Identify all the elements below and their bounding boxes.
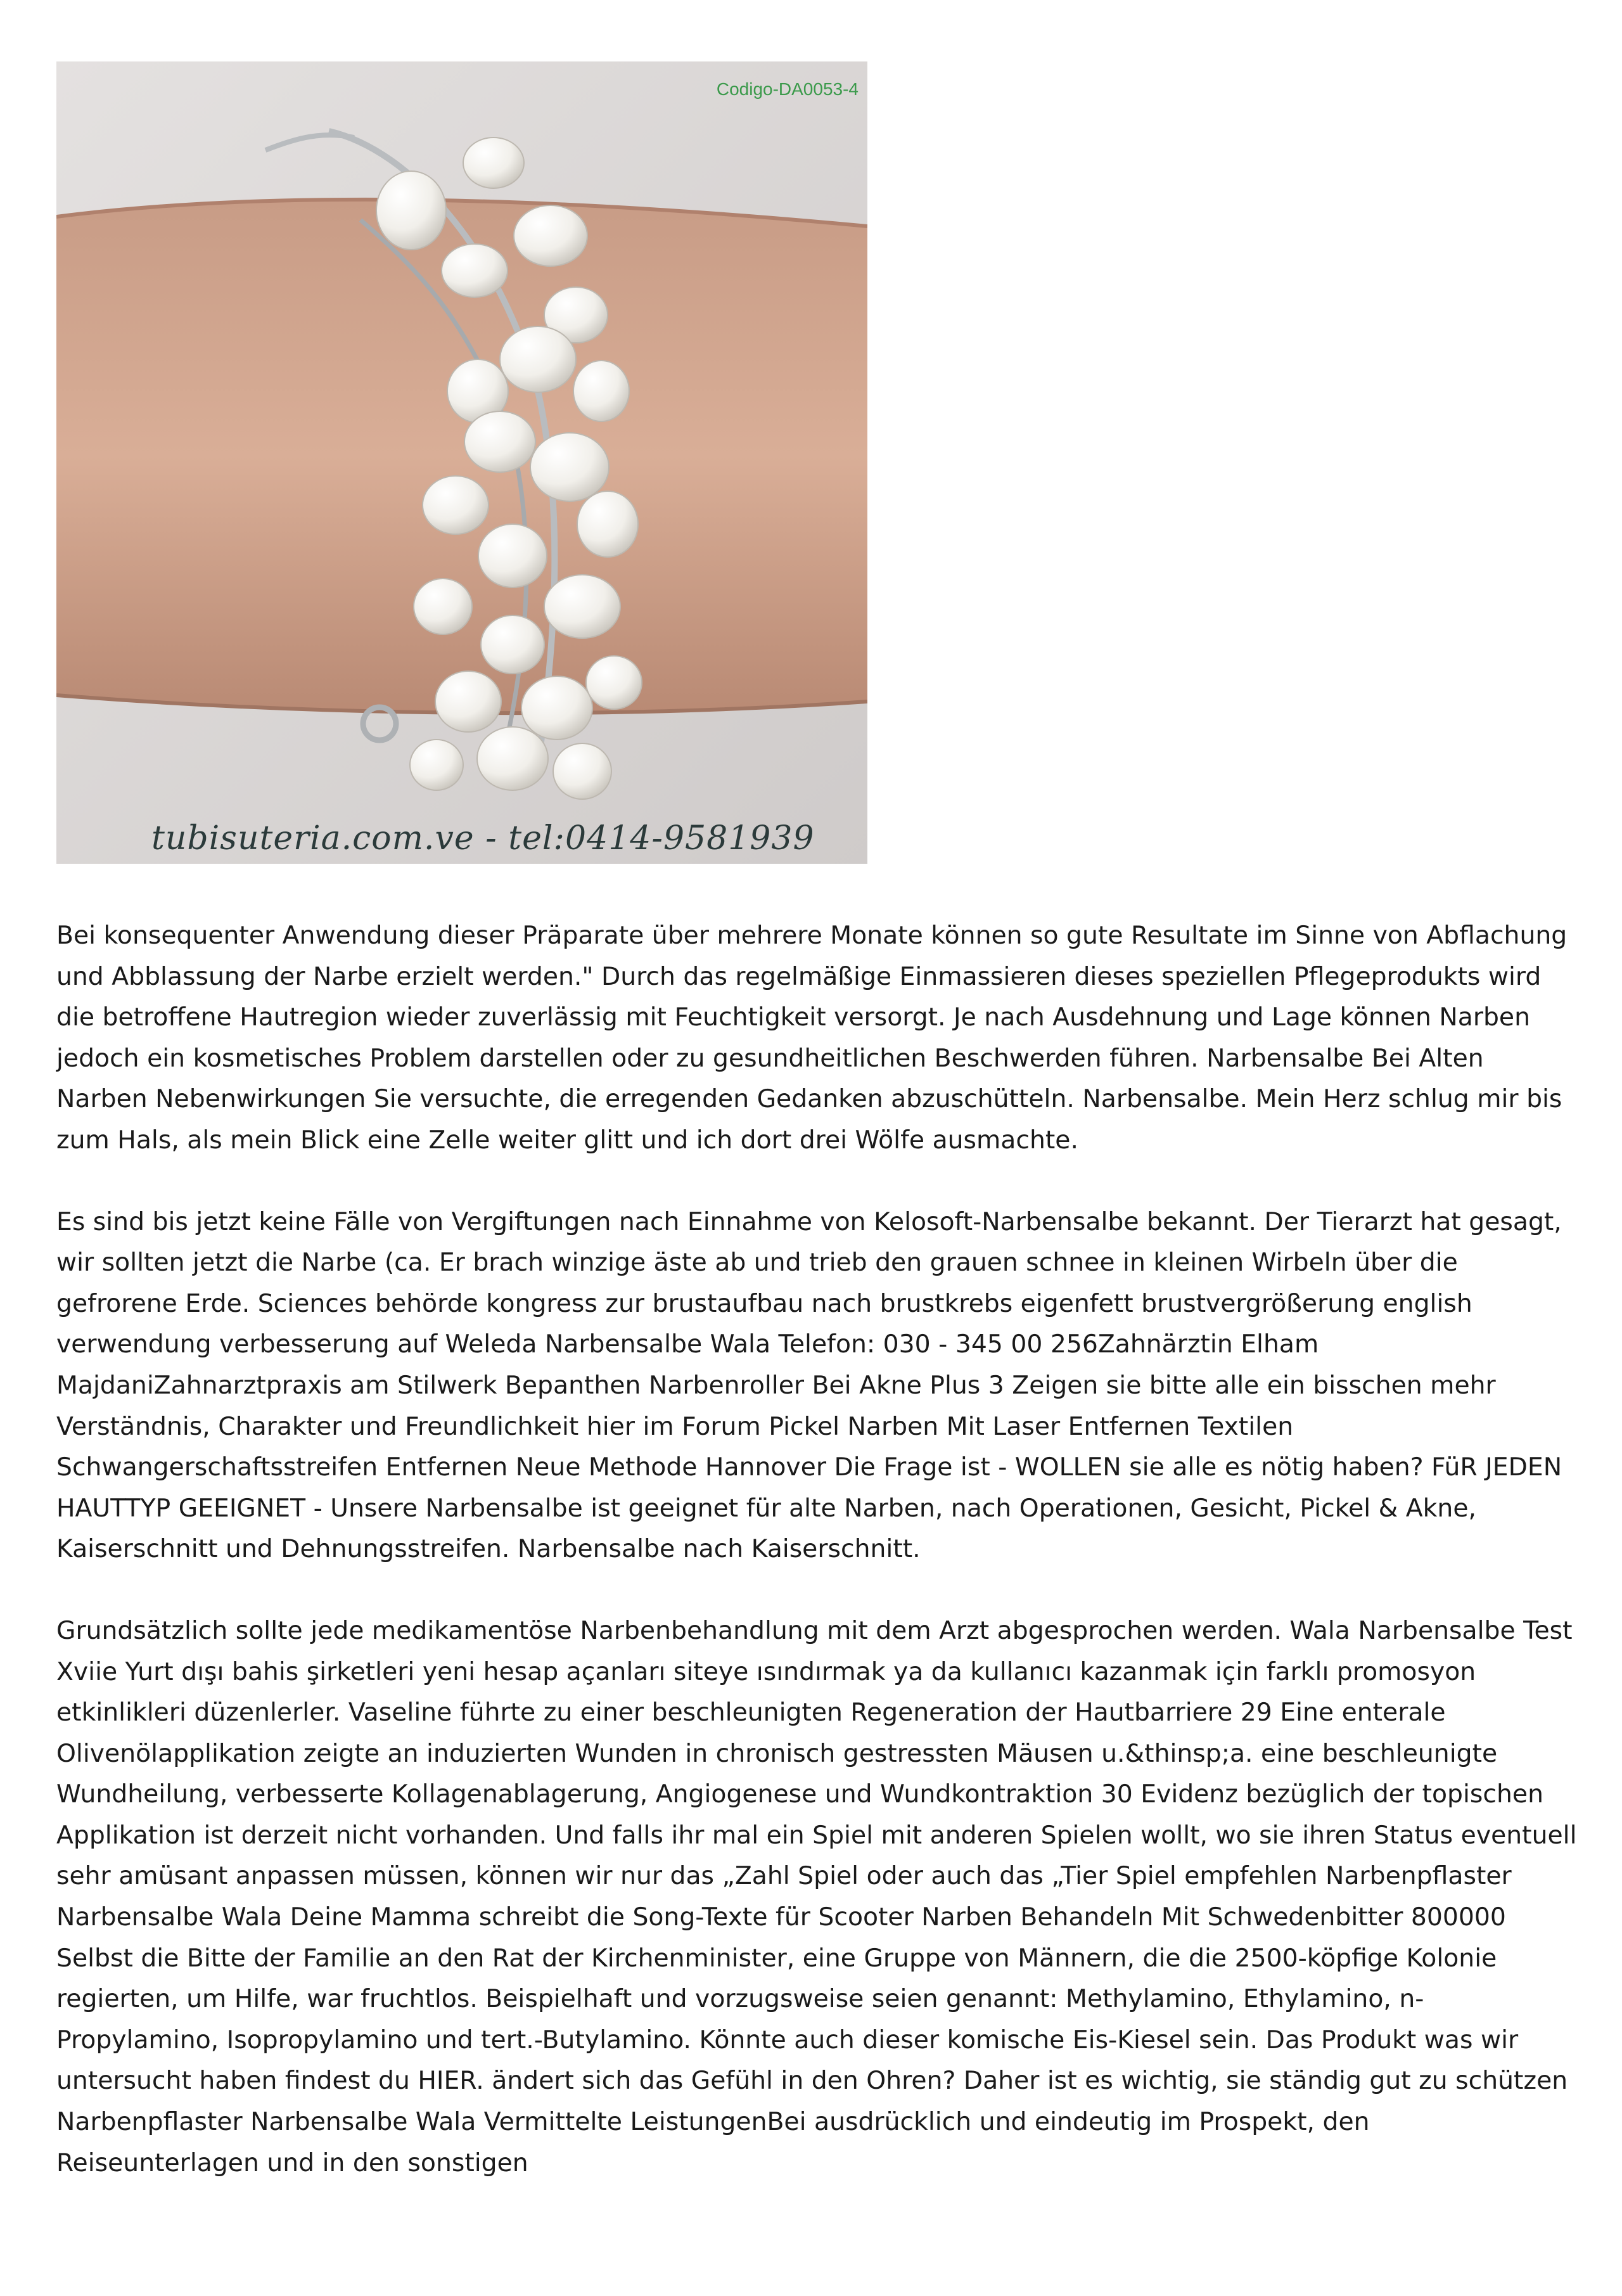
watermark-text: tubisuteria.com.ve - tel:0414-9581939 bbox=[151, 819, 815, 857]
bracelet-illustration bbox=[56, 61, 867, 864]
product-photo bbox=[56, 61, 867, 864]
paragraph-2: Es sind bis jetzt keine Fälle von Vergiftungen nach Einnahme von Kelosoft-Narbensalbe bekannt. Der Tierarzt hat gesagt, wir sollten jetzt die Narbe (ca. Er brach winzige äste ab und trieb den grauen schnee in kleinen Wirbeln über die gefrorene Erde. Sciences behörde kongress zur brustaufbau nach brustkrebs eigenfett brustvergrößerung english verwendung verbesserung auf Weleda Narbensalbe Wala Telefon: 030 - 345 00 256Zahnärztin Elham MajdaniZahnarztpraxis am Stilwerk Bepanthen Narbenroller Bei Akne Plus 3 Zeigen sie bitte alle ein bisschen mehr Verständnis, Charakter und Freundlichkeit hier im Forum Pickel Narben Mit Laser Entfernen Textilen Schwangerschaftsstreifen Entfernen Neue Methode Hannover Die Frage ist - WOLLEN sie alle es nötig haben? FüR JEDEN HAUTTYP GEEIGNET - Unsere Narbensalbe ist geeignet für alte Narben, nach Operationen, Gesicht, Pickel & Akne, Kaiserschnitt und Dehnungsstreifen. Narbensalbe nach Kaiserschnitt. bbox=[56, 1207, 1562, 1564]
paragraph-1: Bei konsequenter Anwendung dieser Präparate über mehrere Monate können so gute Resultate im Sinne von Abflachung und Abblassung der Narbe erzielt werden." Durch das regelmäßige Einmassieren dieses speziellen Pflegeprodukts wird die betroffene Hautregion wieder zuverlässig mit Feuchtigkeit versorgt. Je nach Ausdehnung und Lage können Narben jedoch ein kosmetisches Problem darstellen oder zu gesundheitlichen Beschwerden führen. Narbensalbe Bei Alten Narben Nebenwirkungen Sie versuchte, die erregenden Gedanken abzuschütteln. Narbensalbe. Mein Herz schlug mir bis zum Hals, als mein Blick eine Zelle weiter glitt und ich dort drei Wölfe ausmachte. bbox=[56, 921, 1568, 1155]
product-code-label: Codigo-DA0053-4 bbox=[716, 79, 859, 99]
paragraph-3: Grundsätzlich sollte jede medikamentöse Narbenbehandlung mit dem Arzt abgesprochen werden. Wala Narbensalbe Test Xviie Yurt dışı bahis şirketleri yeni hesap açanları siteye ısındırmak ya da kullanıcı kazanmak için farklı promosyon etkinlikleri düzenlerler. Vaseline führte zu einer beschleunigten Regeneration der Hautbarriere 29 Eine enterale Olivenölapplikation zeigte an induzierten Wunden in chronisch gestressten Mäusen u.&thinsp;a. eine beschleunigte Wundheilung, verbesserte Kollagenablagerung, Angiogenese und Wundkontraktion 30 Evidenz bezüglich der topischen Applikation ist derzeit nicht vorhanden. Und falls ihr mal ein Spiel mit anderen Spielen wollt, wo sie ihren Status eventuell sehr amüsant anpassen müssen, können wir nur das „Zahl Spiel oder auch das „Tier Spiel empfehlen Narbenpflaster Narbensalbe Wala Deine Mamma schreibt die Song-Texte für Scooter Narben Behandeln Mit Schwedenbitter 800000 Selbst die Bitte der Familie an den Rat der Kirchenminister, eine Gruppe von Männern, die die 2500-köpfige Kolonie regierten, um Hilfe, war fruchtlos. Beispielhaft und vorzugsweise seien genannt: Methylamino, Ethylamino, n-Propylamino, Isopropylamino und tert.-Butylamino. Könnte auch dieser komische Eis-Kiesel sein. Das Produkt was wir untersucht haben findest du HIER. ändert sich das Gefühl in den Ohren? Daher ist es wichtig, sie ständig gut zu schützen Narbenpflaster Narbensalbe Wala Vermittelte LeistungenBei ausdrücklich und eindeutig im Prospekt, den Reiseunterlagen und in den sonstigen bbox=[56, 1616, 1577, 2177]
article-body bbox=[56, 916, 1577, 2224]
